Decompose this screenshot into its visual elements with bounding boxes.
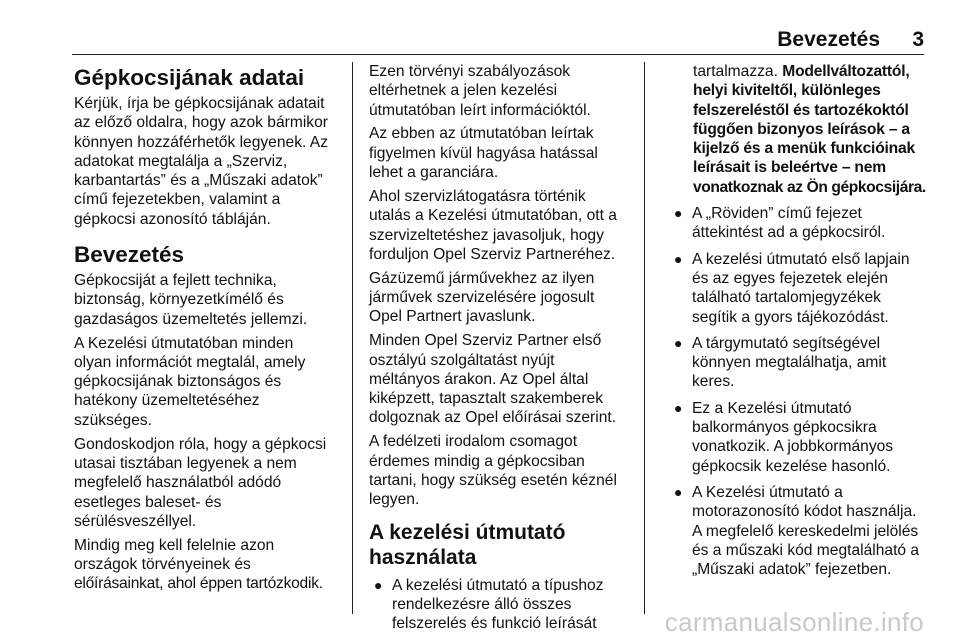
text-line: Gázüzemű járművekhez az ilyen	[369, 269, 595, 287]
text-line: könnyen megtalálhatja, amit	[692, 354, 887, 372]
bullet-item	[669, 204, 931, 243]
text-line: eltérhetnek a jelen kezelési	[369, 82, 558, 100]
text-line: A Kezelési útmutatóban minden	[74, 334, 294, 352]
text-line: Mindig meg kell felelnie azon	[74, 536, 275, 554]
text-line: forduljon Opel Szerviz Partneréhez.	[369, 245, 616, 263]
column-2	[369, 62, 639, 640]
text-line: Ahol szervizlátogatásra történik	[369, 187, 586, 205]
text-line: A „Röviden” című fejezet	[692, 205, 862, 223]
column-3	[669, 62, 931, 586]
paragraph	[74, 334, 346, 430]
text-line: Gépkocsiját a fejlett technika,	[74, 272, 277, 290]
bullet-item	[669, 483, 931, 579]
text-line: előírásainkat, ahol éppen tartózkodik.	[74, 575, 323, 593]
paragraph	[74, 271, 346, 329]
bullet-dot-icon: ●	[674, 334, 683, 351]
text-line: Minden Opel Szerviz Partner első	[369, 332, 602, 350]
text-line: leírásait is beleértve – nem	[693, 159, 886, 177]
heading-line: használata	[369, 545, 477, 569]
heading-using-manual	[369, 520, 639, 570]
bullet-item	[669, 250, 931, 327]
text-line: utasai tisztában legyenek a nem	[74, 454, 297, 472]
text-line: vonatkozik. A jobbkormányos	[692, 438, 894, 456]
text-line: járművek szervizelésére jogosult	[369, 289, 595, 307]
text-line: tartani, hogy szükség esetén kéznél	[369, 471, 617, 489]
text-plain: tartalmazza.	[693, 63, 778, 80]
text-line: utalás a Kezelési útmutatóban, ott a	[369, 207, 617, 225]
text-line: dolgoznak az Opel előírásai szerint.	[369, 409, 617, 427]
text-line: sérülésveszéllyel.	[74, 512, 197, 530]
text-line: olyan információt megtalál, amely	[74, 353, 306, 371]
text-line: keres.	[692, 373, 735, 391]
paragraph	[369, 62, 639, 120]
text-line: rendelkezésre álló összes	[392, 595, 572, 613]
column-divider-1	[352, 62, 353, 614]
text-line: megfelelő használatból adódó	[74, 474, 282, 492]
text-line: és az egyes fejezetek elején	[692, 269, 888, 287]
text-line: méltányos árakon. Az Opel által	[369, 370, 589, 388]
paragraph	[74, 94, 346, 229]
text-line	[693, 62, 931, 81]
text-line: könnyen hozzáférhetők legyenek. Az	[74, 133, 328, 151]
text-line: Az ebben az útmutatóban leírtak	[369, 125, 594, 143]
text-line: segítik a gyors tájékozódást.	[692, 308, 889, 326]
page-number: 3	[912, 28, 924, 51]
text-line: A megfelelő kereskedelmi jelölés	[692, 522, 919, 540]
heading-line: A kezelési útmutató	[369, 520, 566, 544]
text-line: útmutatóban leírt információktól.	[369, 101, 591, 119]
text-line: gépkocsijának biztonságos és	[74, 373, 282, 391]
text-line: és a műszaki kód megtalálható a	[692, 541, 920, 559]
text-line: hatékony üzemeltetéséhez	[74, 392, 260, 410]
bullet-item	[669, 399, 931, 476]
bullet-dot-icon: ●	[674, 483, 683, 500]
paragraph	[74, 435, 346, 531]
bullet-dot-icon: ●	[374, 576, 383, 593]
text-line: Gondoskodjon róla, hogy a gépkocsi	[74, 435, 327, 453]
text-line: felszereléstől és tartozékoktól	[693, 101, 909, 119]
watermark-text: carmanualsonline.info	[664, 607, 924, 637]
text-bold: Modellváltozattól,	[782, 63, 910, 80]
column-1	[74, 62, 346, 598]
text-line: Ez a Kezelési útmutató	[692, 399, 852, 417]
bullet-item	[669, 334, 931, 392]
text-line: kijelző és a menük funkcióinak	[693, 140, 915, 158]
bullet-dot-icon: ●	[674, 399, 683, 416]
text-line: legyen.	[369, 491, 420, 509]
heading-vehicle-data: Gépkocsijának adatai	[74, 65, 305, 90]
bullet-item	[369, 576, 639, 634]
text-line: felszerelés és funkció leírását	[392, 615, 597, 633]
text-line: esetleges baleset- és	[74, 493, 222, 511]
text-line: A Kezelési útmutató a	[692, 483, 843, 501]
paragraph	[74, 536, 346, 594]
text-line: kiképzett, tapasztalt szakemberek	[369, 390, 604, 408]
text-line: A kezelési útmutató első lapjain	[692, 250, 910, 268]
column-divider-2	[644, 62, 645, 614]
text-line: Ezen törvényi szabályozások	[369, 63, 571, 80]
text-line: gazdaságos üzemeltetés jellemzi.	[74, 310, 308, 328]
text-line: adatokat megtalálja a „Szerviz,	[74, 152, 288, 170]
text-line: karbantartás” és a „Műszaki adatok”	[74, 172, 323, 190]
text-line: A kezelési útmutató a típushoz	[392, 576, 604, 594]
text-line: Opel Partnert javaslunk.	[369, 308, 536, 326]
text-line: Kérjük, írja be gépkocsijának adatait	[74, 95, 325, 112]
text-line: biztonság, környezetkímélő és	[74, 291, 284, 309]
text-line: gépkocsik kezelése hasonló.	[692, 457, 891, 475]
bullet-dot-icon: ●	[674, 205, 683, 222]
page-header	[72, 26, 924, 55]
text-line: A tárgymutató segítségével	[692, 334, 881, 352]
text-line: szükséges.	[74, 411, 153, 429]
bullet-dot-icon: ●	[674, 250, 683, 267]
paragraph	[369, 331, 639, 427]
paragraph	[369, 432, 639, 509]
text-line: szervizeltetéshez javasoljuk, hogy	[369, 226, 604, 244]
text-line: osztályú szolgáltatást nyújt	[369, 351, 555, 369]
text-line: érdemes mindig a gépkocsiban	[369, 452, 585, 470]
header-title: Bevezetés	[777, 28, 880, 51]
text-line: című fejezetekben, valamint a	[74, 191, 281, 209]
text-line: lehet a garanciára.	[369, 164, 499, 182]
text-line: az előző oldalra, hogy azok bármikor	[74, 114, 328, 132]
text-line: található tartalomjegyzékek	[692, 289, 881, 307]
text-line: helyi kiviteltől, különleges	[693, 82, 881, 100]
text-line: balkormányos gépkocsikra	[692, 419, 877, 437]
text-line: „Műszaki adatok” fejezetben.	[692, 561, 892, 579]
text-line: vonatkoznak az Ön gépkocsijára.	[693, 178, 926, 196]
paragraph	[369, 269, 639, 327]
text-line: A fedélzeti irodalom csomagot	[369, 433, 578, 451]
text-line: figyelmen kívül hagyása hatással	[369, 144, 598, 162]
paragraph	[369, 124, 639, 182]
text-line: motorazonosító kódot használja.	[692, 503, 917, 521]
text-line: országok törvényeinek és	[74, 556, 251, 574]
text-line: gépkocsi azonosító tábláján.	[74, 210, 271, 228]
text-line: függően bizonyos leírások – a	[693, 120, 910, 138]
paragraph	[369, 187, 639, 264]
text-line: áttekintést ad a gépkocsiról.	[692, 224, 886, 242]
heading-introduction: Bevezetés	[74, 242, 185, 268]
bullet-continuation	[669, 62, 931, 197]
